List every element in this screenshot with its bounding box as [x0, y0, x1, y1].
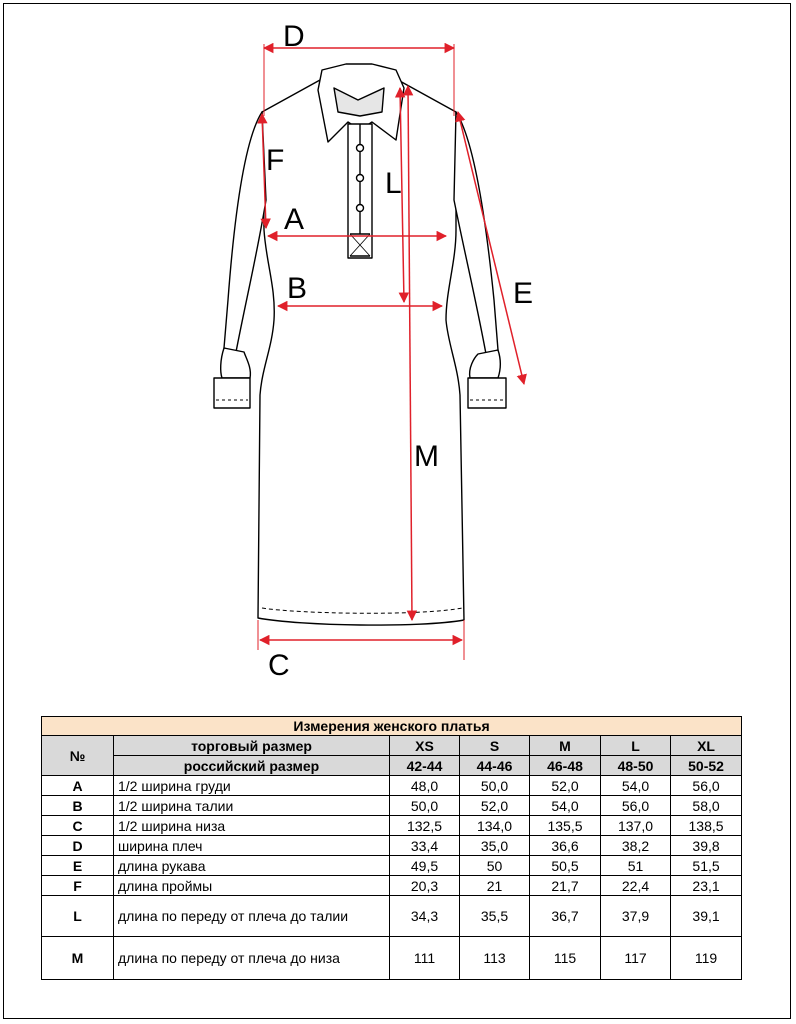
size-header: S	[460, 736, 530, 756]
table-title: Измерения женского платья	[42, 717, 742, 736]
ru-size-header: 42-44	[390, 756, 460, 776]
ru-size-header: 48-50	[601, 756, 671, 776]
row-name: ширина плеч	[114, 836, 390, 856]
row-name: длина по переду от плеча до талии	[114, 896, 390, 937]
row-value: 117	[601, 937, 671, 980]
row-value: 34,3	[390, 896, 460, 937]
row-value: 52,0	[460, 796, 530, 816]
row-code: E	[42, 856, 114, 876]
row-code: M	[42, 937, 114, 980]
row-value: 111	[390, 937, 460, 980]
row-value: 37,9	[601, 896, 671, 937]
row-value: 39,8	[671, 836, 742, 856]
row-code: F	[42, 876, 114, 896]
row-value: 21,7	[530, 876, 601, 896]
row-value: 50,0	[460, 776, 530, 796]
label-d: D	[283, 20, 305, 53]
row-value: 115	[530, 937, 601, 980]
label-e: E	[513, 277, 534, 310]
label-c: C	[268, 649, 290, 682]
label-b: B	[287, 272, 308, 305]
row-code: D	[42, 836, 114, 856]
ru-size-header: 50-52	[671, 756, 742, 776]
dress-outline	[214, 64, 506, 625]
row-value: 138,5	[671, 816, 742, 836]
ru-size-header: 46-48	[530, 756, 601, 776]
row-value: 49,5	[390, 856, 460, 876]
row-value: 36,6	[530, 836, 601, 856]
row-value: 35,0	[460, 836, 530, 856]
label-m: M	[414, 440, 439, 473]
row-name: 1/2 ширина низа	[114, 816, 390, 836]
row-name: длина проймы	[114, 876, 390, 896]
row-value: 36,7	[530, 896, 601, 937]
table-row	[42, 896, 742, 937]
table-row	[42, 856, 742, 876]
row-value: 132,5	[390, 816, 460, 836]
row-value: 56,0	[601, 796, 671, 816]
ru-size-header: 44-46	[460, 756, 530, 776]
row-code: A	[42, 776, 114, 796]
row-value: 21	[460, 876, 530, 896]
row-value: 54,0	[601, 776, 671, 796]
row-value: 54,0	[530, 796, 601, 816]
table-row	[42, 816, 742, 836]
row-code: C	[42, 816, 114, 836]
row-value: 50,0	[390, 796, 460, 816]
table-row	[42, 796, 742, 816]
row-value: 33,4	[390, 836, 460, 856]
row-value: 51,5	[671, 856, 742, 876]
size-header: L	[601, 736, 671, 756]
row-value: 137,0	[601, 816, 671, 836]
row-value: 39,1	[671, 896, 742, 937]
size-table	[41, 716, 742, 980]
row-value: 113	[460, 937, 530, 980]
row-value: 56,0	[671, 776, 742, 796]
ru-size-label: российский размер	[114, 756, 390, 776]
table-row	[42, 776, 742, 796]
row-value: 134,0	[460, 816, 530, 836]
row-name: 1/2 ширина талии	[114, 796, 390, 816]
trade-size-label: торговый размер	[114, 736, 390, 756]
row-name: 1/2 ширина груди	[114, 776, 390, 796]
table-row	[42, 937, 742, 980]
size-header: XL	[671, 736, 742, 756]
label-l: L	[385, 167, 402, 200]
row-value: 48,0	[390, 776, 460, 796]
row-name: длина рукава	[114, 856, 390, 876]
row-value: 35,5	[460, 896, 530, 937]
label-a: A	[284, 203, 305, 236]
row-value: 50	[460, 856, 530, 876]
row-value: 23,1	[671, 876, 742, 896]
row-value: 52,0	[530, 776, 601, 796]
table-row	[42, 836, 742, 856]
row-value: 38,2	[601, 836, 671, 856]
row-value: 50,5	[530, 856, 601, 876]
row-value: 58,0	[671, 796, 742, 816]
size-header: XS	[390, 736, 460, 756]
label-f: F	[266, 144, 285, 177]
row-value: 20,3	[390, 876, 460, 896]
num-header: №	[42, 736, 114, 776]
row-value: 135,5	[530, 816, 601, 836]
row-value: 51	[601, 856, 671, 876]
table-row	[42, 876, 742, 896]
row-value: 119	[671, 937, 742, 980]
row-code: L	[42, 896, 114, 937]
row-name: длина по переду от плеча до низа	[114, 937, 390, 980]
size-header: M	[530, 736, 601, 756]
row-value: 22,4	[601, 876, 671, 896]
row-code: B	[42, 796, 114, 816]
